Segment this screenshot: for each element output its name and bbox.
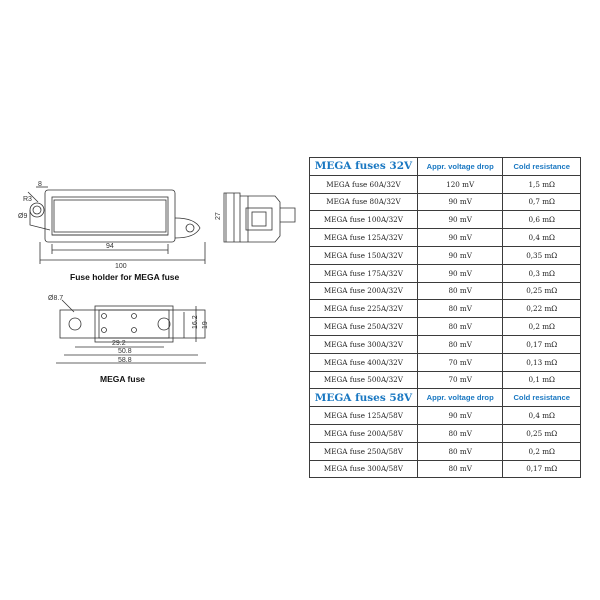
cold-resistance: 0,25 mΩ (503, 424, 581, 442)
cold-resistance: 0,4 mΩ (503, 407, 581, 425)
dim-r3: R3 (23, 196, 32, 203)
fuse-name: MEGA fuse 250A/58V (310, 442, 418, 460)
fuse-name: MEGA fuse 100A/32V (310, 211, 418, 229)
fuse-name: MEGA fuse 125A/58V (310, 407, 418, 425)
voltage-drop: 70 mV (417, 371, 503, 389)
voltage-drop: 90 mV (417, 229, 503, 247)
cold-resistance: 0,1 mΩ (503, 371, 581, 389)
voltage-drop: 80 mV (417, 318, 503, 336)
table-row (310, 211, 581, 229)
fuse-name: MEGA fuse 150A/32V (310, 246, 418, 264)
dim-dia8-7: Ø8.7 (48, 295, 64, 302)
dim-29-2: 29.2 (112, 340, 126, 347)
column-voltage-drop: Appr. voltage drop (417, 158, 503, 176)
cold-resistance: 1,5 mΩ (503, 175, 581, 193)
section-title: MEGA fuses 32V (310, 158, 418, 176)
column-cold-resistance: Cold resistance (503, 158, 581, 176)
section-header (310, 158, 581, 176)
cold-resistance: 0,2 mΩ (503, 318, 581, 336)
fuse-name: MEGA fuse 175A/32V (310, 264, 418, 282)
voltage-drop: 80 mV (417, 335, 503, 353)
voltage-drop: 80 mV (417, 300, 503, 318)
section-title: MEGA fuses 58V (310, 389, 418, 407)
voltage-drop: 80 mV (417, 460, 503, 478)
table-row (310, 371, 581, 389)
table-row (310, 353, 581, 371)
cold-resistance: 0,35 mΩ (503, 246, 581, 264)
table-row (310, 229, 581, 247)
technical-drawings (0, 150, 310, 390)
table-row (310, 460, 581, 478)
cold-resistance: 0,13 mΩ (503, 353, 581, 371)
dim-dia9: Ø9 (18, 213, 28, 220)
fuse-name: MEGA fuse 125A/32V (310, 229, 418, 247)
table-row (310, 407, 581, 425)
table-row (310, 300, 581, 318)
dim-100: 100 (115, 263, 127, 270)
voltage-drop: 90 mV (417, 407, 503, 425)
cold-resistance: 0,17 mΩ (503, 460, 581, 478)
dim-50-8: 50.8 (118, 348, 132, 355)
voltage-drop: 90 mV (417, 193, 503, 211)
fuse-name: MEGA fuse 500A/32V (310, 371, 418, 389)
cold-resistance: 0,25 mΩ (503, 282, 581, 300)
dim-8: 8 (38, 181, 42, 188)
table-row (310, 193, 581, 211)
cold-resistance: 0,6 mΩ (503, 211, 581, 229)
cold-resistance: 0,22 mΩ (503, 300, 581, 318)
voltage-drop: 90 mV (417, 211, 503, 229)
fuse-name: MEGA fuse 300A/58V (310, 460, 418, 478)
cold-resistance: 0,17 mΩ (503, 335, 581, 353)
column-cold-resistance: Cold resistance (503, 389, 581, 407)
dim-19: 19 (202, 321, 209, 329)
fuse-spec-table (309, 157, 581, 478)
table-row (310, 442, 581, 460)
dim-27: 27 (215, 212, 222, 220)
table-row (310, 318, 581, 336)
cold-resistance: 0,4 mΩ (503, 229, 581, 247)
table-row (310, 424, 581, 442)
holder-caption: Fuse holder for MEGA fuse (70, 272, 180, 282)
fuse-name: MEGA fuse 80A/32V (310, 193, 418, 211)
table-row (310, 175, 581, 193)
fuse-name: MEGA fuse 200A/58V (310, 424, 418, 442)
voltage-drop: 120 mV (417, 175, 503, 193)
voltage-drop: 70 mV (417, 353, 503, 371)
table-row (310, 264, 581, 282)
voltage-drop: 80 mV (417, 442, 503, 460)
fuse-name: MEGA fuse 400A/32V (310, 353, 418, 371)
fuse-caption: MEGA fuse (100, 374, 146, 384)
cold-resistance: 0,3 mΩ (503, 264, 581, 282)
dim-16-2: 16.2 (192, 315, 199, 329)
cold-resistance: 0,7 mΩ (503, 193, 581, 211)
fuse-holder-drawing (0, 150, 310, 390)
table-row (310, 246, 581, 264)
voltage-drop: 80 mV (417, 424, 503, 442)
voltage-drop: 90 mV (417, 264, 503, 282)
voltage-drop: 80 mV (417, 282, 503, 300)
section-header (310, 389, 581, 407)
dim-94: 94 (106, 243, 114, 250)
fuse-name: MEGA fuse 200A/32V (310, 282, 418, 300)
fuse-name: MEGA fuse 60A/32V (310, 175, 418, 193)
fuse-name: MEGA fuse 300A/32V (310, 335, 418, 353)
dim-58-8: 58.8 (118, 357, 132, 364)
fuse-name: MEGA fuse 225A/32V (310, 300, 418, 318)
voltage-drop: 90 mV (417, 246, 503, 264)
cold-resistance: 0,2 mΩ (503, 442, 581, 460)
fuse-name: MEGA fuse 250A/32V (310, 318, 418, 336)
table-row (310, 282, 581, 300)
table-row (310, 335, 581, 353)
column-voltage-drop: Appr. voltage drop (417, 389, 503, 407)
